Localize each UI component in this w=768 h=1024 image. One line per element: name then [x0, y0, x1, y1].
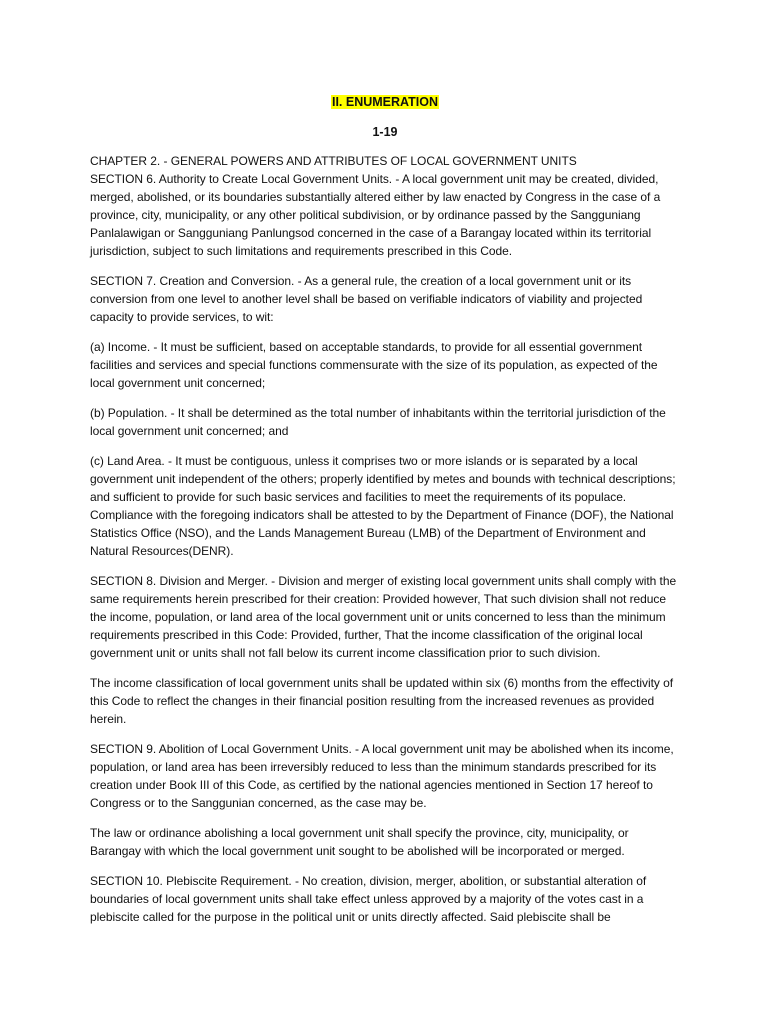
chapter-heading: CHAPTER 2. - GENERAL POWERS AND ATTRIBUTES OF LOCAL GOVERNMENT UNITS — [90, 154, 577, 168]
land-area-criterion-paragraph: (c) Land Area. - It must be contiguous, unless it comprises two or more islands or is separated by a local government unit independent of the others; properly identified by metes and bounds with technical descriptions; and sufficient to provide for such basic services and facilities to meet the requirements of its populace. Compliance with the foregoing indicators shall be attested to by the Department of Finance (DOF), the National Statistics Office (NSO), and the Lands Management Bureau (LMB) of the Department of Environment and Natural Resources(DENR). — [90, 454, 676, 558]
page-title: II. ENUMERATION — [331, 95, 439, 109]
section-7-paragraph: SECTION 7. Creation and Conversion. - As a general rule, the creation of a local government unit or its conversion from one level to another level shall be based on verifiable indicators of viability and projected capacity to provide services, to wit: — [90, 274, 643, 324]
income-classification-paragraph: The income classification of local government units shall be updated within six (6) months from the effectivity of this Code to reflect the changes in their financial position resulting from the increased revenues as provided herein. — [90, 676, 674, 726]
section-6-paragraph: SECTION 6. Authority to Create Local Government Units. - A local government unit may be created, divided, merged, abolished, or its boundaries substantially altered either by law enacted by Congress in the case of a province, city, municipality, or any other political subdivision, or by ordinance passed by the Sangguniang Panlalawigan or Sangguniang Panlungsod concerned in the case of a Barangay located within its territorial jurisdiction, subject to such limitations and requirements prescribed in this Code. — [90, 172, 661, 258]
abolition-ordinance-paragraph: The law or ordinance abolishing a local government unit shall specify the province, city, municipality, or Barangay with which the local government unit sought to be abolished will be incorporated or merged. — [90, 826, 629, 858]
page-range: 1-19 — [372, 125, 398, 139]
income-criterion-paragraph: (a) Income. - It must be sufficient, based on acceptable standards, to provide for all essential government facilities and services and special functions commensurate with the size of its population, as expected of the local government unit concerned; — [90, 340, 658, 390]
section-10-paragraph: SECTION 10. Plebiscite Requirement. - No creation, division, merger, abolition, or substantial alteration of boundaries of local government units shall take effect unless approved by a majority of the votes cast in a plebiscite called for the purpose in the political unit or units directly affected. Said plebiscite shall be — [90, 874, 647, 924]
population-criterion-paragraph: (b) Population. - It shall be determined as the total number of inhabitants within the territorial jurisdiction of the local government unit concerned; and — [90, 406, 666, 438]
document-body — [90, 152, 680, 926]
section-8-paragraph: SECTION 8. Division and Merger. - Division and merger of existing local government units shall comply with the same requirements herein prescribed for their creation: Provided however, That such division shall not reduce the income, population, or land area of the local government unit or units concerned to less than the minimum requirements prescribed in this Code: Provided, further, That the income classification of the original local government unit or units shall not fall below its current income classification prior to such division. — [90, 574, 677, 660]
section-9-paragraph: SECTION 9. Abolition of Local Government Units. - A local government unit may be abolished when its income, population, or land area has been irreversibly reduced to less than the minimum standards prescribed for its creation under Book III of this Code, as certified by the national agencies mentioned in Section 17 hereof to Congress or to the Sanggunian concerned, as the case may be. — [90, 742, 674, 810]
page-title-line — [90, 93, 680, 111]
